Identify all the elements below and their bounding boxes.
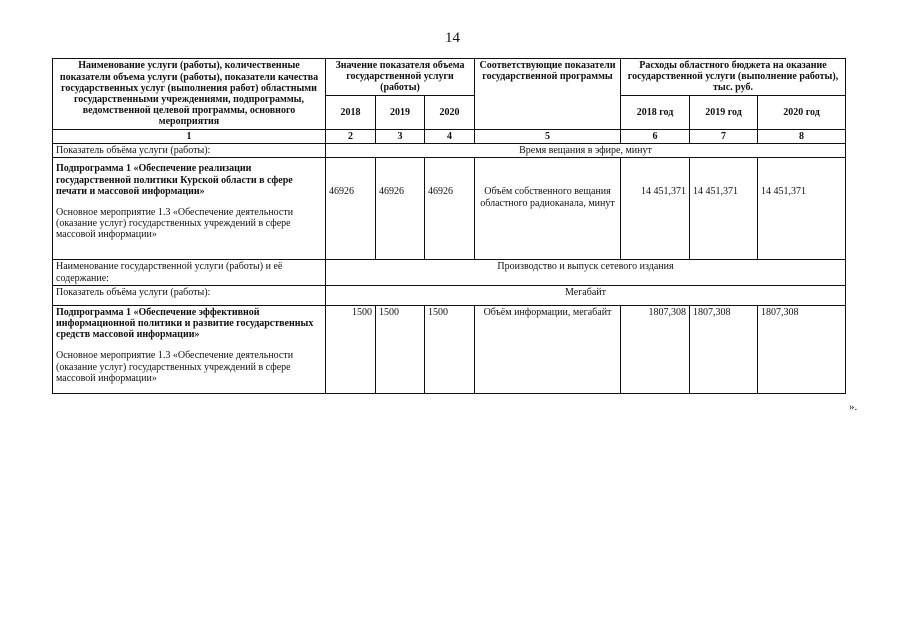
budget-table [52,58,846,394]
block2-value-2018: 1500 [326,305,376,393]
block2-indicator-label: Показатель объёма услуги (работы): [53,285,326,305]
col-number-1: 1 [53,130,326,144]
header-values-cell: Значение показателя объема государственной услуги (работы) [326,59,475,96]
block1-expense-2018: 14 451,371 [621,158,690,260]
col-number-6: 6 [621,130,690,144]
col-number-5: 5 [475,130,621,144]
col-number-8: 8 [758,130,846,144]
col-number-7: 7 [690,130,758,144]
block1-measure-title: Основное мероприятие 1.3 «Обеспечение деятельности (оказание услуг) государственных учреждений в сфере массовой информации» [56,206,294,241]
block1-expense-2020: 14 451,371 [758,158,846,260]
block2-expense-2018: 1807,308 [621,305,690,393]
block2-expense-2020: 1807,308 [758,305,846,393]
block1-value-2020: 46926 [425,158,475,260]
block1-value-2019: 46926 [376,158,425,260]
block2-description-cell [53,305,326,393]
header-row-top [53,59,846,96]
header-expenses-cell: Расходы областного бюджета на оказание государственной услуги (выполнение работы), тыс. руб. [621,59,846,96]
block2-value-2019: 1500 [376,305,425,393]
col-number-4: 4 [425,130,475,144]
col-number-3: 3 [376,130,425,144]
block2-expense-2019: 1807,308 [690,305,758,393]
header-year-2019: 2019 [376,95,425,129]
block2-subprogram-title: Подпрограмма 1 «Обеспечение эффективной информационной политики и развитие государственных средств массовой информации» [56,306,314,341]
page-number: 14 [445,30,460,46]
block1-indicator-value: Время вещания в эфире, минут [326,144,846,158]
block2-indicator-row [53,285,846,305]
block1-value-2018: 46926 [326,158,376,260]
block1-subprogram-row [53,158,846,260]
col-number-2: 2 [326,130,376,144]
header-year-2018: 2018 [326,95,376,129]
closing-quote-mark: ». [849,401,858,413]
block1-subprogram-title: Подпрограмма 1 «Обеспечение реализации государственной политики Курской области в сфере печати и массовой информации» [56,163,293,197]
header-name-cell: Наименование услуги (работы), количественные показатели объема услуги (работы), показатели качества государственных услуг (выполнения работ) областными государственными учреждениями, подпрограммы, ведомственной целевой программы, основного мероприятия [53,59,326,130]
block1-description-cell [53,158,326,260]
block2-value-2020: 1500 [425,305,475,393]
block1-expense-2019: 14 451,371 [690,158,758,260]
block2-service-label: Наименование государственной услуги (работы) и её содержание: [53,260,326,285]
block1-program-indicator: Объём собственного вещания областного радиоканала, минут [475,158,621,260]
header-program-cell: Соответствующие показатели государственной программы [475,59,621,130]
header-year-g-2019: 2019 год [690,95,758,129]
block1-indicator-row [53,144,846,158]
block2-subprogram-row [53,305,846,393]
header-year-2020: 2020 [425,95,475,129]
header-year-g-2020: 2020 год [758,95,846,129]
header-row-numbers [53,130,846,144]
block2-service-row [53,260,846,285]
block2-measure-title: Основное мероприятие 1.3 «Обеспечение деятельности (оказание услуг) государственных учреждений в сфере массовой информации» [56,350,294,384]
header-year-g-2018: 2018 год [621,95,690,129]
block1-indicator-label: Показатель объёма услуги (работы): [53,144,326,158]
block2-service-value: Производство и выпуск сетевого издания [326,260,846,285]
block2-program-indicator: Объём информации, мегабайт [475,305,621,393]
block2-indicator-value: Мегабайт [326,285,846,305]
